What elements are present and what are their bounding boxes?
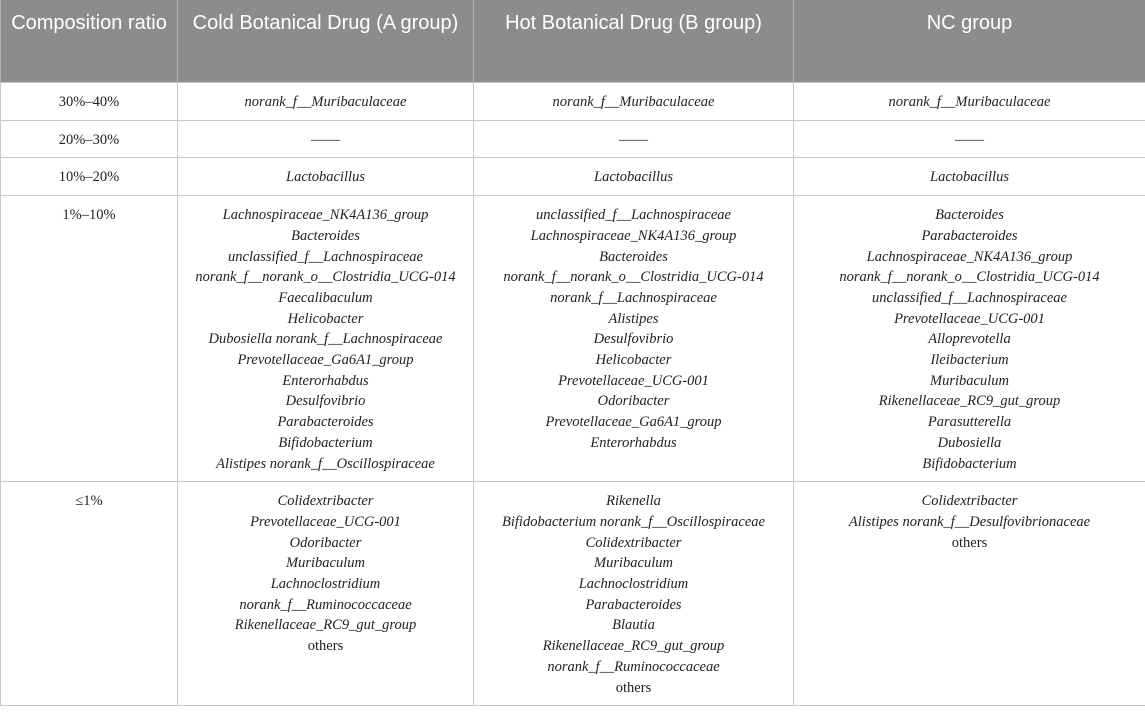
taxon-name: Lactobacillus xyxy=(930,169,1009,186)
taxon-name: norank_f__Ruminococcaceae xyxy=(547,658,720,675)
taxon-name: norank_f__Lachnospiraceae xyxy=(550,289,717,306)
taxon-name: Colidextribacter xyxy=(585,534,682,551)
taxon-name: Parasutterella xyxy=(927,414,1012,431)
taxon-name: norank_f__Muribaculaceae xyxy=(552,94,715,110)
taxon-name: Muribaculum xyxy=(930,372,1009,389)
nc-group-cell xyxy=(794,196,1145,482)
taxon-name: Rikenellaceae_RC9_gut_group xyxy=(234,617,417,634)
empty-dash: —— xyxy=(955,131,984,148)
taxon-name: norank_f__norank_o__Clostridia_UCG-014 xyxy=(195,269,456,286)
taxon-name: Lactobacillus xyxy=(594,169,673,186)
b-group-cell xyxy=(474,120,794,158)
taxon-name: norank_f__norank_o__Clostridia_UCG-014 xyxy=(503,269,764,286)
nc-group-cell xyxy=(794,120,1145,158)
taxon-name: Rikenellaceae_RC9_gut_group xyxy=(878,393,1061,410)
table-body xyxy=(1,83,1145,706)
taxon-name: Alistipes xyxy=(608,310,659,327)
b-group-cell xyxy=(474,482,794,706)
taxon-name: Bifidobacterium xyxy=(278,434,373,451)
header-nc-group: NC group xyxy=(794,0,1145,83)
taxon-name: Muribaculum xyxy=(594,555,673,572)
taxon-name: norank_f__Muribaculaceae xyxy=(888,94,1051,110)
taxon-name: Parabacteroides xyxy=(921,227,1018,244)
empty-dash: —— xyxy=(311,131,340,148)
empty-dash: —— xyxy=(619,131,648,148)
composition-ratio-cell: 30%–40% xyxy=(1,83,178,121)
taxon-name: Rikenellaceae_RC9_gut_group xyxy=(542,638,725,655)
b-group-cell xyxy=(474,83,794,121)
b-group-cell xyxy=(474,196,794,482)
taxon-name: Alloprevotella xyxy=(928,331,1011,348)
taxon-name: others xyxy=(951,534,988,551)
b-group-cell xyxy=(474,158,794,196)
taxon-name: Muribaculum xyxy=(286,555,365,572)
taxon-name: Faecalibaculum xyxy=(278,289,373,306)
taxon-name: Alistipes norank_f__Desulfovibrionaceae xyxy=(848,513,1091,530)
taxon-name: norank_f__Muribaculaceae xyxy=(244,94,407,110)
taxon-name: Ileibacterium xyxy=(930,352,1009,369)
a-group-cell xyxy=(178,482,474,706)
taxon-name: Lachnospiraceae_NK4A136_group xyxy=(530,227,737,244)
taxon-name: Colidextribacter xyxy=(277,493,374,510)
table-row xyxy=(1,83,1145,121)
taxon-name: Prevotellaceae_Ga6A1_group xyxy=(237,352,414,369)
table-row xyxy=(1,158,1145,196)
taxon-name: unclassified_f__Lachnospiraceae xyxy=(228,248,423,265)
table-row xyxy=(1,120,1145,158)
taxon-name: Prevotellaceae_UCG-001 xyxy=(558,372,709,389)
taxon-name: Prevotellaceae_UCG-001 xyxy=(250,513,401,530)
taxon-name: Prevotellaceae_Ga6A1_group xyxy=(545,414,722,431)
a-group-cell xyxy=(178,83,474,121)
taxon-name: Parabacteroides xyxy=(277,414,374,431)
header-b-group: Hot Botanical Drug (B group) xyxy=(474,0,794,83)
taxon-name: Odoribacter xyxy=(289,534,362,551)
nc-group-cell xyxy=(794,482,1145,706)
taxon-name: unclassified_f__Lachnospiraceae xyxy=(872,289,1067,306)
taxon-name: Dubosiella norank_f__Lachnospiraceae xyxy=(208,331,443,348)
taxon-name: Blautia xyxy=(612,617,655,634)
header-row xyxy=(1,0,1145,83)
taxon-name: Enterorhabdus xyxy=(282,372,369,389)
nc-group-cell xyxy=(794,83,1145,121)
taxon-name: Lachnospiraceae_NK4A136_group xyxy=(866,248,1073,265)
taxon-name: Bacteroides xyxy=(935,207,1004,224)
taxon-name: norank_f__norank_o__Clostridia_UCG-014 xyxy=(839,269,1100,286)
a-group-cell xyxy=(178,120,474,158)
taxon-name: Bacteroides xyxy=(599,248,668,265)
composition-ratio-cell: 1%–10% xyxy=(1,196,178,482)
taxon-name: Desulfovibrio xyxy=(285,393,366,410)
taxon-name: Lachnospiraceae_NK4A136_group xyxy=(222,207,429,224)
taxon-name: Parabacteroides xyxy=(585,596,682,613)
taxon-name: Alistipes norank_f__Oscillospiraceae xyxy=(216,455,435,472)
taxon-name: Lactobacillus xyxy=(286,169,365,186)
taxon-name: Colidextribacter xyxy=(921,493,1018,510)
composition-ratio-cell: ≤1% xyxy=(1,482,178,706)
taxon-name: Odoribacter xyxy=(597,393,670,410)
a-group-cell xyxy=(178,158,474,196)
taxon-name: Lachnoclostridium xyxy=(270,576,381,593)
table-row xyxy=(1,196,1145,482)
taxon-name: others xyxy=(615,679,652,696)
table-header xyxy=(1,0,1145,83)
taxon-name: Dubosiella xyxy=(937,434,1002,451)
taxon-name: others xyxy=(307,638,344,655)
composition-ratio-cell: 10%–20% xyxy=(1,158,178,196)
taxon-name: Desulfovibrio xyxy=(593,331,674,348)
taxon-name: Enterorhabdus xyxy=(590,434,677,451)
taxon-name: unclassified_f__Lachnospiraceae xyxy=(536,207,731,224)
a-group-cell xyxy=(178,196,474,482)
taxon-name: Helicobacter xyxy=(595,352,672,369)
header-a-group: Cold Botanical Drug (A group) xyxy=(178,0,474,83)
header-composition-ratio: Composition ratio xyxy=(1,0,178,83)
table-row xyxy=(1,482,1145,706)
taxon-name: Prevotellaceae_UCG-001 xyxy=(894,310,1045,327)
taxon-name: Bacteroides xyxy=(291,227,360,244)
composition-ratio-cell: 20%–30% xyxy=(1,120,178,158)
taxon-name: Bifidobacterium xyxy=(922,455,1017,472)
taxon-name: Rikenella xyxy=(606,493,661,510)
taxon-name: Bifidobacterium norank_f__Oscillospiraceae xyxy=(502,513,765,530)
nc-group-cell xyxy=(794,158,1145,196)
taxon-name: Helicobacter xyxy=(287,310,364,327)
taxon-name: Lachnoclostridium xyxy=(578,576,689,593)
taxon-name: norank_f__Ruminococcaceae xyxy=(239,596,412,613)
